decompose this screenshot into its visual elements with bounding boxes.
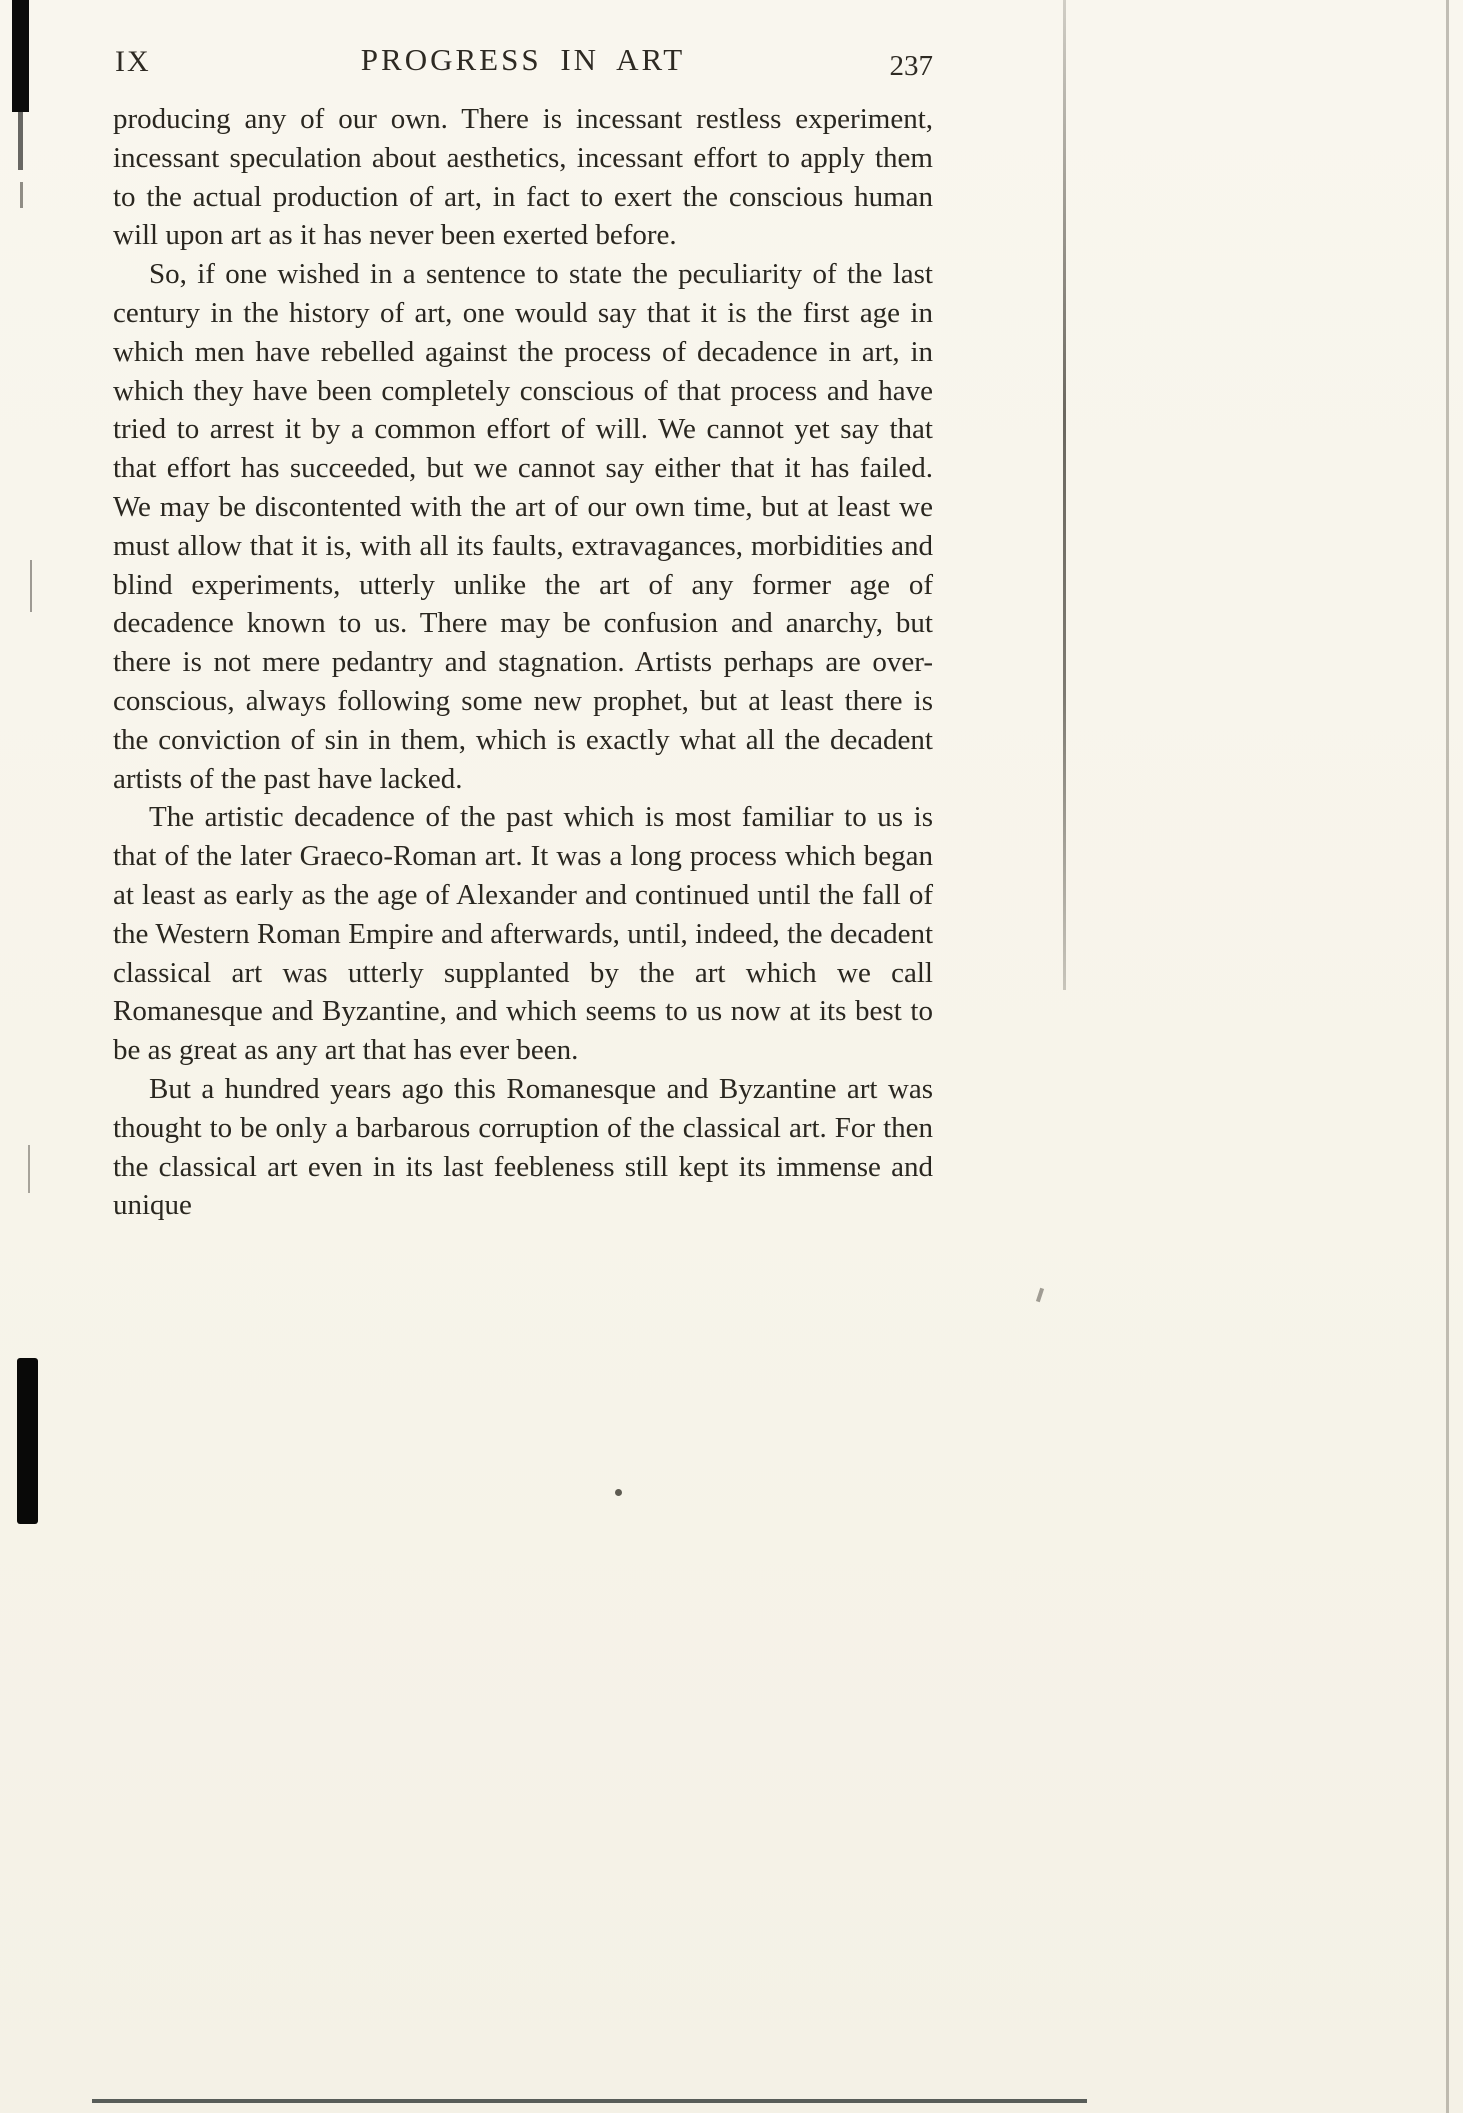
scan-artifact-left-tick	[20, 182, 23, 208]
scan-artifact-right-gutter-line	[1063, 0, 1066, 990]
paragraph: So, if one wished in a sentence to state the peculiarity of the last century in the history of art, one would say that it is the first age in which men have rebelled against the process of decadence in art, in which they have been completely conscious of that process and have tried to arrest it by a common effort of will. We cannot yet say that that effort has succeeded, but we cannot say either that it has failed. We may be discontented with the art of our own time, but at least we must allow that it is, with all its faults, extravagances, morbidities and blind experiments, utterly unlike the art of any former age of decadence known to us. There may be confusion and anarchy, but there is not mere pedantry and stagnation. Artists perhaps are over-conscious, always following some new prophet, but at least there is the conviction of sin in them, which is exactly what all the decadent artists of the past have lacked.	[113, 258, 933, 795]
scan-artifact-bottom-left-blob	[17, 1358, 38, 1524]
page-number: 237	[889, 50, 933, 82]
scan-artifact-top-left-tail	[18, 112, 23, 170]
scan-artifact-left-mid-mark	[30, 560, 32, 612]
scan-artifact-left-lower-mark	[28, 1145, 30, 1193]
scan-artifact-ink-speck	[615, 1489, 622, 1496]
scan-artifact-top-left-bar	[12, 0, 29, 112]
paragraph: The artistic decadence of the past which is most familiar to us is that of the later Graeco-Roman art. It was a long process which began at least as early as the age of Alexander and continued until the fall of the Western Roman Empire and afterwards, until, indeed, the decadent classical art was utterly supplanted by the art which we call Romanesque and Byzantine, and which seems to us now at its best to be as great as any art that has ever been.	[113, 801, 933, 1067]
page-text-block	[113, 100, 933, 1225]
paragraph-continuation: producing any of our own. There is incessant restless experiment, incessant speculation about aesthetics, incessant effort to apply them to the actual production of art, in fact to exert the conscious human will upon art as it has never been exerted before.	[113, 103, 933, 252]
chapter-numeral: IX	[115, 45, 151, 78]
scan-artifact-bottom-line	[92, 2099, 1087, 2103]
paragraph-runs-to-next-page: But a hundred years ago this Romanesque and Byzantine art was thought to be only a barbarous corruption of the classical art. For then the classical art even in its last feebleness still kept its immense and unique	[113, 1072, 933, 1222]
running-header	[113, 42, 933, 86]
scan-artifact-right-edge-line	[1446, 0, 1449, 2113]
running-title: PROGRESS IN ART	[360, 42, 686, 77]
scan-artifact-right-speck	[1036, 1288, 1044, 1303]
